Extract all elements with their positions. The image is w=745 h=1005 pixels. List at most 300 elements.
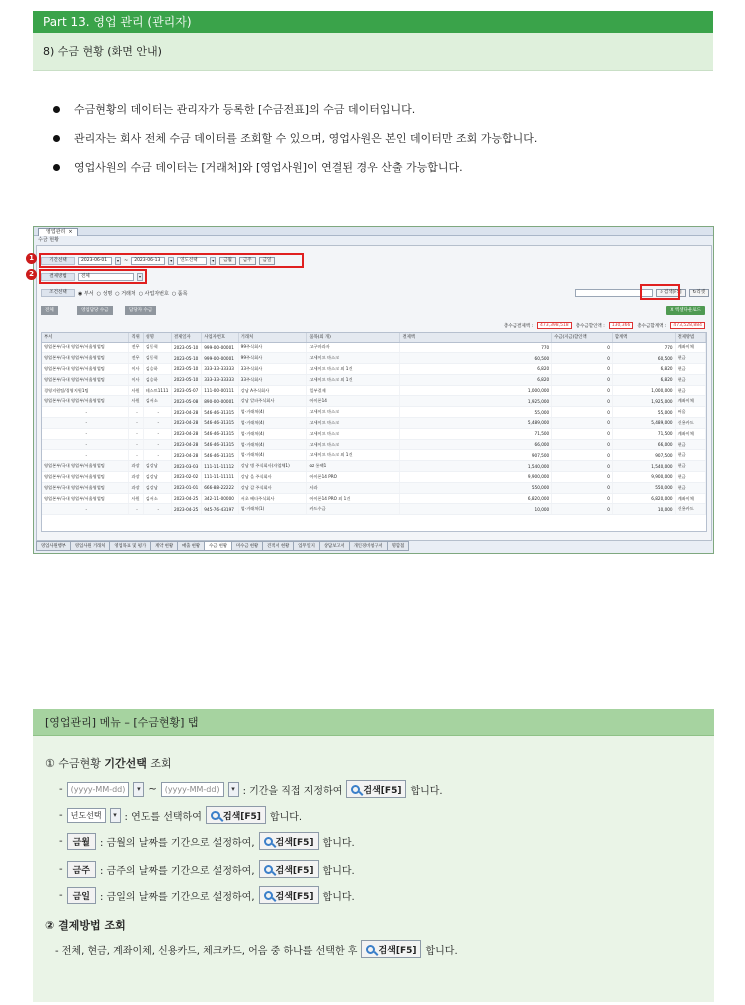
this-week-button[interactable]: 금주 [239,257,256,265]
table-cell: 김동혁 [143,342,171,353]
bullet-item: 관리자는 회사 전체 수금 데이터를 조회할 수 있으며, 영업사원은 본인 데이터만 조회 가능합니다. [50,129,710,158]
chevron-down-icon: ▾ [110,808,121,823]
bullet-item: 수금현황의 데이터는 관리자가 등록한 [수금전표]의 수금 데이터입니다. [50,100,710,129]
table-cell: 현금 [675,439,705,450]
table-row[interactable] [42,450,706,461]
table-cell: 0 [552,493,613,504]
column-header[interactable]: 품목(외 개) [307,333,400,342]
table-cell: 71,500 [612,428,675,439]
table-cell: 김서소 [143,396,171,407]
table-cell: 신용카드 [675,418,705,429]
table-cell: 전무 [129,353,143,364]
intro-bullets [50,100,710,187]
table-cell: 영업본부/국내 영업부/서울영업팀 [42,353,129,364]
table-cell: 현금 [675,374,705,385]
table-cell: - [42,407,129,418]
line-day: - 금일 : 금일의 날짜를 기간으로 설정하여, 검색[F5] 합니다. [59,885,355,905]
panel-heading: [영업관리] 메뉴 – [수금현황] 탭 [33,709,714,736]
table-cell: 2023-05-10 [171,353,201,364]
search-icon [351,785,360,794]
column-header[interactable]: 부서 [42,333,129,342]
excel-icon: X [670,308,675,313]
table-cell: 550,000 [612,482,675,493]
table-cell: 2023-02-02 [171,472,201,483]
table-cell: - [129,407,143,418]
table-cell: 5,489,000 [612,418,675,429]
search-icon [264,865,273,874]
today-button[interactable]: 금일 [259,257,276,265]
table-cell: - [143,418,171,429]
table-cell: 김서소 [143,493,171,504]
table-cell: 김강남 [143,461,171,472]
table-cell: 아이폰14 [307,396,400,407]
table-cell: 333-33-33333 [202,364,238,375]
table-row[interactable] [42,461,706,472]
table-cell: 999-00-00001 [202,353,238,364]
table-cell: 111-11-11111 [202,472,238,483]
table-cell: 111-11-11112 [202,461,238,472]
reset-button[interactable]: ↻리셋 [689,289,709,297]
table-cell: 고세이프 마스크 [307,418,400,429]
table-cell: - [143,407,171,418]
table-cell: 546-46-31315 [202,407,238,418]
table-cell: 546-46-31315 [202,450,238,461]
table-cell: 2023-04-28 [171,450,201,461]
table-row[interactable] [42,418,706,429]
table-cell: 9,900,000 [612,472,675,483]
table-cell: 60,500 [400,353,552,364]
table-cell: 이사 [129,374,143,385]
totals-bar: 총수금결제액 : 473,398,518 총수금할인액 : 130,366 총수금합계액 : 473,528,884 [504,322,705,329]
bottom-tab[interactable]: 업무일지 [293,541,320,551]
table-cell: 현금 [675,364,705,375]
table-row[interactable] [42,374,706,385]
table-cell: 9,900,000 [400,472,552,483]
table-cell: 김동혁 [143,353,171,364]
chevron-down-icon[interactable]: ▾ [138,274,141,279]
table-cell: 업-거래처(4) [238,418,307,429]
highlight-box-1 [39,253,304,268]
table-cell: 이사 [129,364,143,375]
month-chip: 금월 [67,833,96,850]
table-cell: - [42,450,129,461]
table-cell: 546-46-31315 [202,418,238,429]
table-cell: 0 [552,342,613,353]
table-cell: 66,000 [400,439,552,450]
table-cell: 업-거래처(4) [238,428,307,439]
main-tabstrip [34,227,713,236]
table-cell: 김승하 [143,374,171,385]
table-cell: 770 [400,342,552,353]
table-cell: 아이폰14 PRO 외 1건 [307,493,400,504]
table-cell: 907,500 [400,450,552,461]
table-cell: 55,000 [400,407,552,418]
table-cell: 2023-01-01 [171,482,201,493]
table-cell: 33주식회사 [238,364,307,375]
radio-client[interactable]: ○ 거래처 [115,290,136,297]
search-icon [211,811,220,820]
table-row[interactable] [42,493,706,504]
table-cell: 업-거래처(4) [238,407,307,418]
table-cell: 0 [552,439,613,450]
table-cell: 890-00-00001 [202,396,238,407]
table-cell: 현금 [675,461,705,472]
table-cell: 0 [552,482,613,493]
table-cell: - [129,450,143,461]
table-cell: 고세이프 마스크 외 1건 [307,364,400,375]
table-cell: 과장 [129,482,143,493]
table-cell: 0 [552,385,613,396]
table-cell: 카드수금 [307,504,400,515]
table-cell: 고세이프 마스크 [307,407,400,418]
section-title: 8) 수금 현황 (화면 안내) [43,45,162,58]
table-cell: - [42,428,129,439]
table-cell: 현금 [675,353,705,364]
table-cell: 6,820 [400,374,552,385]
section-title-bar [33,33,713,71]
table-cell: 0 [552,418,613,429]
search-button-chip: 검색[F5] [346,780,406,798]
table-cell: 0 [552,407,613,418]
table-row[interactable] [42,353,706,364]
table-cell: 10,000 [400,504,552,515]
search-icon [264,891,273,900]
search-button-chip: 검색[F5] [361,940,421,958]
line-year: - 년도선택 ▾ : 연도를 선택하여 검색[F5] 합니다. [59,805,302,825]
table-cell: 1,925,000 [400,396,552,407]
table-cell: 일부결제 [307,385,400,396]
table-cell: 0 [552,450,613,461]
table-cell: 2023-04-28 [171,439,201,450]
table-cell: 6,820 [612,364,675,375]
chevron-down-icon[interactable]: ▾ [170,258,173,263]
table-cell: 신용카드 [675,504,705,515]
table-cell: 2023-05-07 [171,385,201,396]
column-header[interactable]: 결제일자 [171,333,201,342]
table-row[interactable] [42,504,706,515]
table-cell: 0 [552,396,613,407]
radio-bizno[interactable]: ○ 사업자번호 [138,290,169,297]
bottom-tab[interactable]: 명함첩 [387,541,409,551]
search-icon [264,837,273,846]
app-screenshot [33,226,714,554]
table-cell: - [129,428,143,439]
search-button-chip: 검색[F5] [259,832,319,850]
table-cell: 강남 A주식회사 [238,385,307,396]
table-cell: 업-거래처(1) [238,504,307,515]
column-header[interactable]: 결제방법 [675,333,705,342]
table-cell: 0 [552,461,613,472]
condition-label: 조건선택 [41,289,75,297]
close-icon[interactable]: × [68,229,73,235]
date-to-chip: (yyyy-MM-dd) [161,782,224,797]
table-cell: 5,489,000 [400,418,552,429]
table-cell: - [129,418,143,429]
table-cell: 계좌이체 [675,493,705,504]
table-cell: 342-11-00000 [202,493,238,504]
content-frame [36,245,712,541]
view-owner-button[interactable]: 담당자 수금 [125,306,156,315]
table-cell: 김강남 [143,482,171,493]
column-header[interactable]: 수금(지금)할인액 [552,333,613,342]
table-row[interactable] [42,396,706,407]
part-title-bar [33,11,713,33]
search-icon [366,945,375,954]
table-cell: - [143,450,171,461]
day-chip: 금일 [67,887,96,904]
bottom-tab[interactable]: 상담보고서 [319,541,350,551]
table-cell: 2023-04-28 [171,407,201,418]
table-cell: 현금 [675,450,705,461]
table-cell: 2023-04-28 [171,428,201,439]
table-cell: 0 [552,472,613,483]
table-row[interactable] [42,428,706,439]
refresh-icon: ↻ [692,290,697,295]
line-payment: - 전체, 현금, 계좌이체, 신용카드, 체크카드, 어음 중 하나를 선택한 후 검색[F5] 합니다. [55,939,458,959]
chevron-down-icon[interactable]: ▾ [212,258,215,263]
table-cell: 1,540,000 [400,461,552,472]
table-row[interactable] [42,385,706,396]
table-cell: 사원 [129,385,143,396]
table-cell: 업-거래처(4) [238,439,307,450]
table-cell: 2023-05-08 [171,396,201,407]
column-header[interactable]: 사업자번호 [202,333,238,342]
table-cell: 영업본부/국내 영업부/서울영업팀 [42,342,129,353]
table-cell: 테스트1111 [143,385,171,396]
bottom-tab[interactable]: 수금 현황 [204,541,232,551]
chevron-down-icon: ▾ [133,782,144,797]
table-cell: 과장 [129,461,143,472]
table-row[interactable] [42,342,706,353]
table-cell: 업-거래처(4) [238,450,307,461]
search-icon: ⌕ [660,290,663,295]
table-cell: 계좌이체 [675,428,705,439]
search-button-chip: 검색[F5] [259,860,319,878]
table-cell: - [129,439,143,450]
item2-title: ② 결제방법 조회 [45,919,126,932]
year-chip: 년도선택 [67,808,106,823]
table-cell: 1,540,000 [612,461,675,472]
excel-download-button[interactable]: X 엑셀다운로드 [666,306,705,315]
table-cell: 666-88-22222 [202,482,238,493]
table-cell: 영업본부/국내 영업부/서울영업팀 [42,472,129,483]
bottom-tab[interactable]: 영업사원행부 [36,541,71,551]
table-cell: 현금 [675,385,705,396]
radio-item[interactable]: ○ 품목 [171,290,188,297]
table-cell: 10,000 [612,504,675,515]
table-cell: 0 [552,364,613,375]
marker-2: 2 [26,269,37,280]
table-cell: 영업본부/국내 영업부/서울영업팀 [42,396,129,407]
table-cell: 945-76-43197 [202,504,238,515]
table-cell: 영업본부/국내 영업부/서울영업팀 [42,364,129,375]
table-cell: 0 [552,353,613,364]
table-cell: 고세이프 마스크 [307,439,400,450]
radio-dept[interactable]: ◉ 부서 [78,290,94,297]
table-cell: 현금 [675,472,705,483]
column-header[interactable]: 합계액 [612,333,675,342]
table-cell: 아이폰14 PRO [307,472,400,483]
table-row[interactable] [42,472,706,483]
table-cell: 강남 병 주식회사(자업체1) [238,461,307,472]
payment-label: 결제방법 [41,273,75,281]
table-cell: 고세이프 마스크 [307,428,400,439]
period-label: 기간선택 [41,257,75,265]
table-cell: 0 [552,374,613,385]
column-header[interactable]: 결제액 [400,333,552,342]
table-cell: 경영지원팀/경영지원1팀 [42,385,129,396]
table-cell: 33주식회사 [238,374,307,385]
line-month: - 금월 : 금월의 날짜를 기간으로 설정하여, 검색[F5] 합니다. [59,831,355,851]
table-cell: 1,000,000 [400,385,552,396]
date-to-input[interactable]: 2023-06-13 [131,257,165,265]
radio-name[interactable]: ○ 성명 [96,290,113,297]
table-cell: 강남 을 주식회사 [238,472,307,483]
table-cell: 6,820,000 [400,493,552,504]
table-cell: - [143,428,171,439]
table-cell: 546-46-31315 [202,428,238,439]
table-cell: - [42,418,129,429]
bullet-item: 영업사원의 수금 데이터는 [거래처]와 [영업사원]이 연결된 경우 산출 가능합니다. [50,158,710,187]
table-cell: 907,500 [612,450,675,461]
table-cell: 영업본부/국내 영업부/서울영업팀 [42,461,129,472]
table-cell: 강남 알파주식회사 [238,396,307,407]
date-from-input[interactable]: 2023-06-01 [78,257,112,265]
table-cell: 전무 [129,342,143,353]
line-date-range: - (yyyy-MM-dd) ▾ ~ (yyyy-MM-dd) ▾ : 기간을 직접 지정하여 검색[F5] 합니다. [59,779,443,799]
search-button-chip: 검색[F5] [259,886,319,904]
table-cell: 김강남 [143,472,171,483]
table-cell: 6,820 [612,374,675,385]
search-button-chip: 검색[F5] [206,806,266,824]
chevron-down-icon: ▾ [228,782,239,797]
tilde: ~ [124,258,129,264]
table-cell: 서초 베타주식회사 [238,493,307,504]
table-cell: 0 [552,428,613,439]
table-cell: 55,000 [612,407,675,418]
table-row[interactable] [42,482,706,493]
table-cell: 999-00-00001 [202,342,238,353]
payment-select[interactable]: 전체 [78,273,134,281]
table-cell: 99주식회사 [238,353,307,364]
table-cell: 1,925,000 [612,396,675,407]
table-cell: - [143,439,171,450]
table-cell: 어음 [675,407,705,418]
bottom-tab[interactable]: 견적서 현황 [262,541,294,551]
view-all-button[interactable]: 전체 [41,306,58,315]
column-header[interactable]: 거래처 [238,333,307,342]
table-cell: 550,000 [400,482,552,493]
table-cell: 김승하 [143,364,171,375]
table-cell: 강남 갑 주식회사 [238,482,307,493]
marker-1: 1 [26,253,37,264]
table-cell: 사원 [129,396,143,407]
line-week: - 금주 : 금주의 날짜를 기간으로 설정하여, 검색[F5] 합니다. [59,859,355,879]
table-cell: 770 [612,342,675,353]
table-cell: - [143,504,171,515]
explanation-panel [33,709,714,1002]
table-cell: 2023-04-25 [171,504,201,515]
table-cell: 현금 [675,482,705,493]
tab-sales-management[interactable]: 영업관리 × [38,228,78,236]
table-cell: 영업본부/국내 영업부/서울영업팀 [42,374,129,385]
item1-title: ① 수금현황 기간선택 조회 [45,757,172,770]
table-cell: 99주식회사 [238,342,307,353]
bottom-tab[interactable]: 미수금 현황 [231,541,263,551]
year-select[interactable]: 연도선택 [177,257,207,265]
collection-table [41,332,707,532]
column-header[interactable]: 성명 [143,333,171,342]
bottom-tab[interactable]: 계약 현황 [150,541,178,551]
table-cell: - [129,504,143,515]
bottom-tabbar [36,541,712,552]
date-from-chip: (yyyy-MM-dd) [67,782,130,797]
table-cell: 2023-04-25 [171,493,201,504]
table-cell: 계좌이체 [675,342,705,353]
table-cell: 고세이프 마스크 외 1건 [307,374,400,385]
table-cell: 0 [552,504,613,515]
search-button[interactable]: ⌕ 검색[F5] [656,289,685,297]
table-cell: 사과 [307,482,400,493]
table-header [42,333,706,342]
table-cell: 고세이프 마스크 [307,353,400,364]
table-row[interactable] [42,364,706,375]
bottom-tab[interactable]: 개인경비청구서 [349,541,388,551]
this-month-button[interactable]: 금월 [219,257,236,265]
table-cell: 6,820 [400,364,552,375]
table-cell: 사원 [129,493,143,504]
table-cell: 2023-05-10 [171,342,201,353]
table-cell: 고구마과자 [307,342,400,353]
table-cell: 영업본부/국내 영업부/서울영업팀 [42,482,129,493]
table-cell: oz 롱팩1 [307,461,400,472]
column-header[interactable]: 직위 [129,333,143,342]
highlight-box-2 [39,269,147,284]
table-cell: 333-33-33333 [202,374,238,385]
table-cell: 6,820,000 [612,493,675,504]
bottom-tab[interactable]: 매출 현황 [177,541,205,551]
view-sales-button[interactable]: 영업담당 수금 [77,306,113,315]
table-cell: 2023-03-03 [171,461,201,472]
table-cell: 2023-04-28 [171,418,201,429]
part-title: Part 13. 영업 관리 (관리자) [43,15,192,29]
table-cell: 2023-05-10 [171,374,201,385]
table-cell: - [42,439,129,450]
table-cell: 과장 [129,472,143,483]
table-cell: 60,500 [612,353,675,364]
highlight-box-search [640,284,680,300]
table-cell: 66,000 [612,439,675,450]
table-cell: 영업본부/국내 영업부/서울영업팀 [42,493,129,504]
table-cell: 계좌이체 [675,396,705,407]
table-cell: 1,000,000 [612,385,675,396]
table-cell: 고세이프 마스크 외 1건 [307,450,400,461]
table-cell: 71,500 [400,428,552,439]
bottom-tab[interactable]: 영업사원 거래처 [70,541,110,551]
table-cell: - [42,504,129,515]
week-chip: 금주 [67,861,96,878]
table-row[interactable] [42,439,706,450]
table-cell: 2023-05-10 [171,364,201,375]
page-label: 수금 현황 [38,237,59,243]
bottom-tab[interactable]: 영업목표 및 평가 [109,541,151,551]
condition-row [41,288,709,298]
table-row[interactable] [42,407,706,418]
chevron-down-icon[interactable]: ▾ [116,258,119,263]
table-cell: 546-46-31315 [202,439,238,450]
table-cell: 111-00-00111 [202,385,238,396]
table-body [42,342,706,515]
